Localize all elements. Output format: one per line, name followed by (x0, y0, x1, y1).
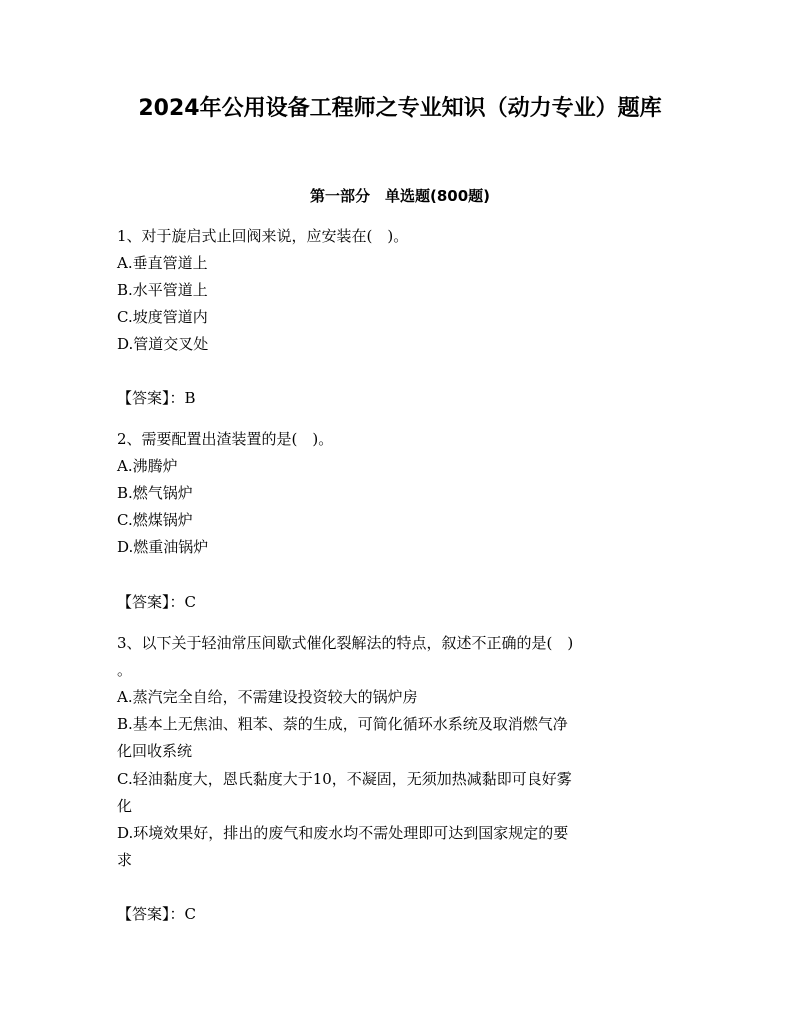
question-3-option-b-line-2: 化回收系统 (117, 742, 193, 760)
question-1-option-b: B.水平管道上 (117, 281, 208, 299)
question-1-option-d: D.管道交叉处 (117, 335, 209, 353)
document-title: 2024年公用设备工程师之专业知识（动力专业）题库 (138, 96, 662, 121)
question-3-stem-line-1: 3、以下关于轻油常压间歇式催化裂解法的特点，叙述不正确的是( ) (117, 634, 574, 652)
answer-value: B (184, 389, 196, 407)
answer-label: 【答案】： (117, 905, 185, 923)
question-3-answer (117, 901, 687, 928)
answer-label: 【答案】： (117, 593, 185, 611)
answer-value: C (184, 905, 196, 923)
question-3-option-d-line-2: 求 (117, 851, 133, 869)
question-2-option-b: B.燃气锅炉 (117, 484, 193, 502)
question-3-option-b-line-1: B.基本上无焦油、粗苯、萘的生成，可简化循环水系统及取消燃气净 (117, 715, 568, 733)
question-3-option-c-line-2: 化 (117, 797, 133, 815)
question-1-option-c: C.坡度管道内 (117, 308, 208, 326)
answer-value: C (184, 593, 196, 611)
question-1-option-a: A.垂直管道上 (117, 254, 208, 272)
question-2-option-a: A.沸腾炉 (117, 457, 178, 475)
question-2-option-d: D.燃重油锅炉 (117, 538, 209, 556)
question-2-option-c: C.燃煤锅炉 (117, 511, 193, 529)
question-3-option-c-line-1: C.轻油黏度大，恩氏黏度大于10，不凝固，无须加热减黏即可良好雾 (117, 770, 572, 788)
question-2-answer (117, 589, 687, 616)
answer-label: 【答案】： (117, 389, 185, 407)
question-3-stem-line-2: 。 (117, 661, 133, 679)
question-3-option-d-line-1: D.环境效果好，排出的废气和废水均不需处理即可达到国家规定的要 (117, 824, 569, 842)
question-1-stem: 1、对于旋启式止回阀来说，应安装在( )。 (117, 227, 409, 245)
question-2-stem: 2、需要配置出渣装置的是( )。 (117, 430, 334, 448)
question-1-answer (117, 385, 687, 412)
question-3-option-a: A.蒸汽完全自给，不需建设投资较大的锅炉房 (117, 688, 418, 706)
section-title: 第一部分 单选题(800题) (309, 187, 491, 205)
